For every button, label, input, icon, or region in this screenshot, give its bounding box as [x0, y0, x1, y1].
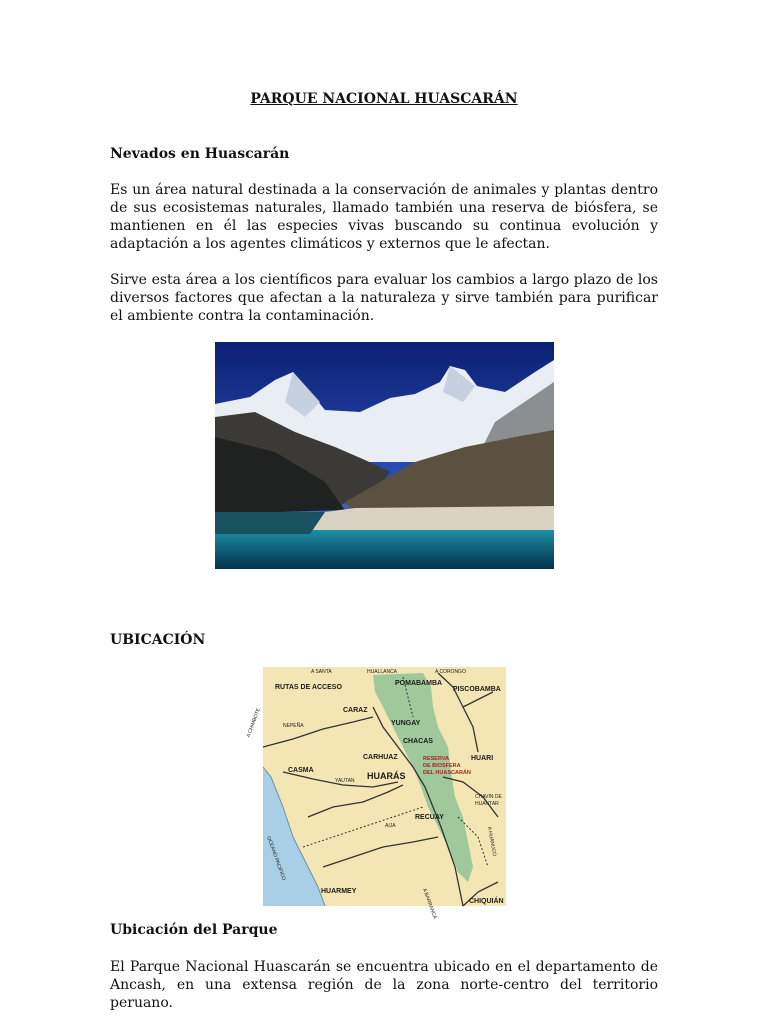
- paragraph-location: El Parque Nacional Huascarán se encuentra ubicado en el departamento de Ancash, en una extensa región de la zona norte-centro del territorio peruano.: [110, 959, 658, 1011]
- paragraph-intro: Es un área natural destinada a la conservación de animales y plantas dentro de sus ecosistemas naturales, llamado también una reserva de biósfera, se mantienen en él las especies vivas buscando su continua evolución y adaptación a los agentes climáticos y externos que le afectan.: [110, 182, 658, 252]
- map-label-reserve-2: DE BIOSFERA: [423, 763, 461, 769]
- map-label-a-santa: A SANTA: [311, 669, 332, 675]
- map-label-a-chimbote: A CHIMBOTE: [245, 707, 262, 739]
- map-label-piscobamba: PISCOBAMBA: [453, 686, 501, 693]
- access-routes-map: [245, 667, 506, 920]
- map-label-yautan: YAUTAN: [335, 778, 355, 784]
- map-label-chiquian: CHIQUIÁN: [469, 898, 504, 905]
- map-label-chacas: CHACAS: [403, 738, 433, 745]
- map-label-a-barranca: A BARRANCA: [421, 887, 438, 920]
- map-label-chavin: CHAVIN DE: [475, 794, 502, 800]
- map-label-huarmey: HUARMEY: [321, 888, 357, 895]
- paragraph-scientists: Sirve esta área a los científicos para evaluar los cambios a largo plazo de los diversos factores que afectan a la naturaleza y sirve también para purificar el ambiente contra la contaminación.: [110, 272, 658, 324]
- mountain-lake-photo: [215, 342, 554, 569]
- map-label-reserve-1: RESERVA: [423, 756, 450, 762]
- map-label-yungay: YUNGAY: [391, 720, 421, 727]
- map-label-huallanca: HUALLANCA: [367, 669, 398, 675]
- map-label-nepena: NEPEÑA: [283, 723, 304, 729]
- map-label-pomabamba: POMABAMBA: [395, 680, 443, 687]
- map-label-aija: AIJA: [385, 823, 396, 829]
- map-label-carhuaz: CARHUAZ: [363, 754, 398, 761]
- map-label-a-huanuco: A HUANUCO: [486, 826, 498, 857]
- section-heading-nevados: Nevados en Huascarán: [110, 146, 290, 162]
- map-title: RUTAS DE ACCESO: [275, 684, 342, 691]
- map-label-reserve-3: DEL HUASCARÁN: [423, 770, 471, 776]
- map-label-huaras: HUARÁS: [367, 771, 406, 781]
- map-label-huari: HUARI: [471, 755, 494, 762]
- document-title: PARQUE NACIONAL HUASCARÁN: [250, 91, 518, 107]
- map-label-a-corongo: A CORONGO: [435, 669, 466, 675]
- section-heading-ubicacion: UBICACIÓN: [110, 632, 206, 648]
- map-label-huantar: HUANTAR: [475, 801, 499, 807]
- map-label-ocean: OCEANO PACIFICO: [265, 835, 287, 882]
- map-label-caraz: CARAZ: [343, 707, 368, 714]
- map-label-casma: CASMA: [288, 767, 314, 774]
- section-heading-ubicacion-parque: Ubicación del Parque: [110, 922, 278, 938]
- map-label-recuay: RECUAY: [415, 814, 444, 821]
